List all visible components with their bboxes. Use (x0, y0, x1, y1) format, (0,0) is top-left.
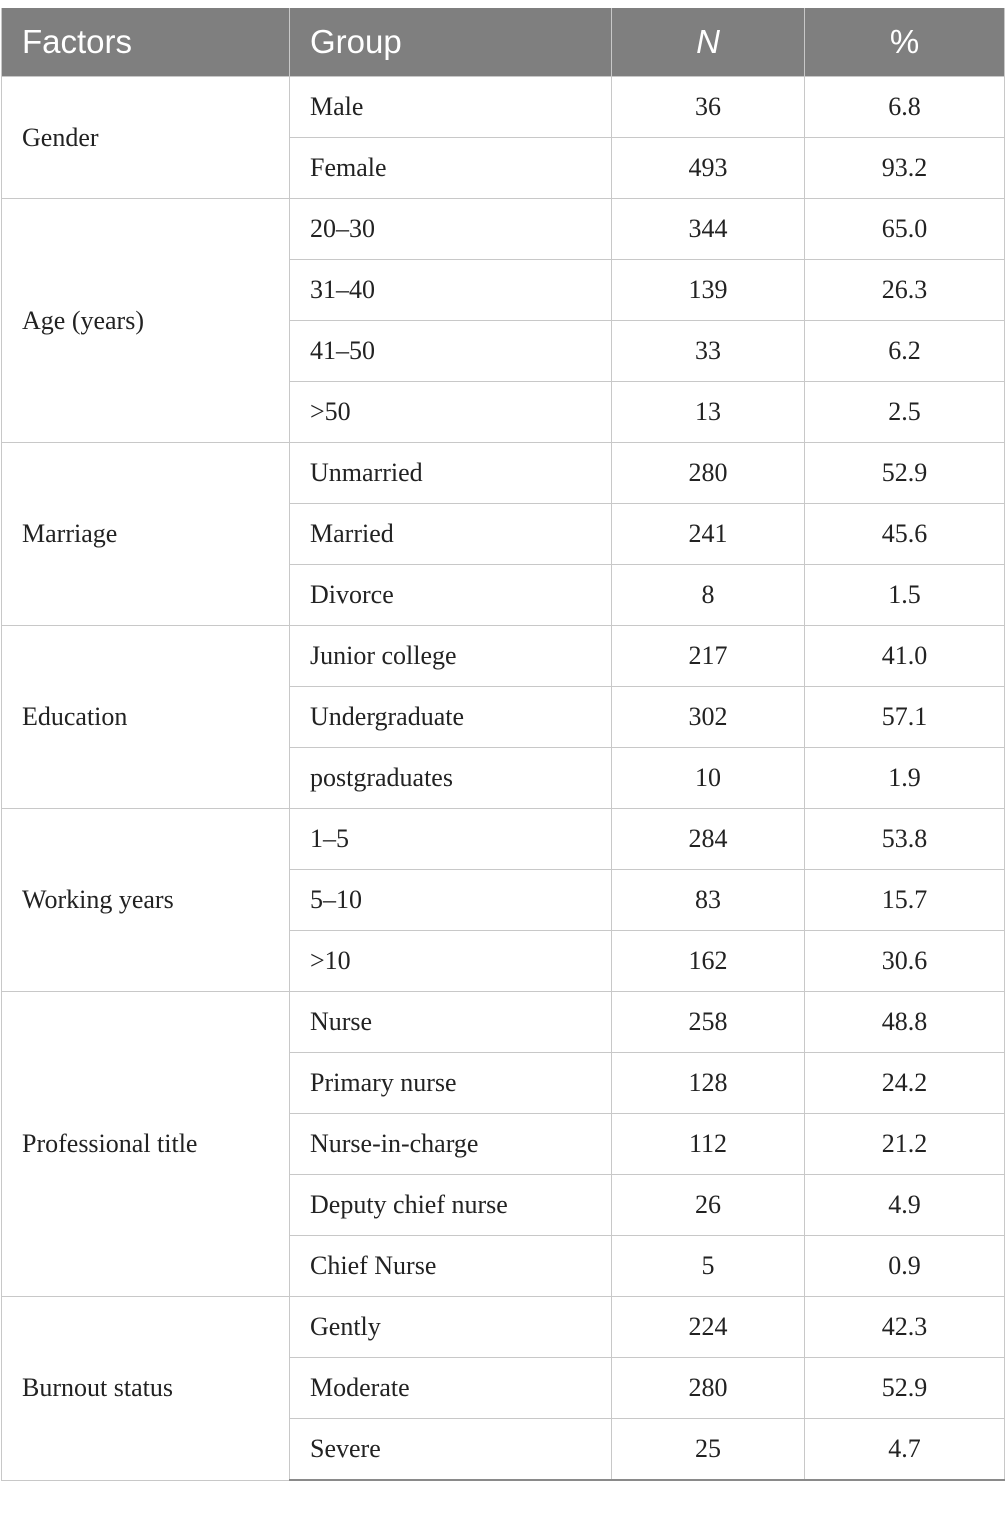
group-cell: >10 (290, 931, 612, 992)
percent-cell: 52.9 (805, 443, 1005, 504)
percent-cell: 6.2 (805, 321, 1005, 382)
factor-cell: Professional title (2, 992, 290, 1297)
percent-cell: 4.7 (805, 1419, 1005, 1481)
percent-cell: 42.3 (805, 1297, 1005, 1358)
percent-cell: 4.9 (805, 1175, 1005, 1236)
group-cell: >50 (290, 382, 612, 443)
factor-cell: Marriage (2, 443, 290, 626)
group-cell: Married (290, 504, 612, 565)
group-cell: Junior college (290, 626, 612, 687)
group-cell: Chief Nurse (290, 1236, 612, 1297)
percent-cell: 48.8 (805, 992, 1005, 1053)
table-row (2, 992, 1005, 1053)
n-cell: 493 (612, 138, 805, 199)
group-cell: Primary nurse (290, 1053, 612, 1114)
n-cell: 8 (612, 565, 805, 626)
header-factors: Factors (2, 8, 290, 77)
group-cell: Female (290, 138, 612, 199)
percent-cell: 41.0 (805, 626, 1005, 687)
n-cell: 139 (612, 260, 805, 321)
n-cell: 13 (612, 382, 805, 443)
table-header (2, 8, 1005, 77)
group-cell: postgraduates (290, 748, 612, 809)
percent-cell: 52.9 (805, 1358, 1005, 1419)
group-cell: Divorce (290, 565, 612, 626)
n-cell: 344 (612, 199, 805, 260)
n-cell: 302 (612, 687, 805, 748)
group-cell: Male (290, 77, 612, 138)
factor-cell: Gender (2, 77, 290, 199)
percent-cell: 65.0 (805, 199, 1005, 260)
table-row (2, 809, 1005, 870)
group-cell: Nurse (290, 992, 612, 1053)
n-cell: 284 (612, 809, 805, 870)
group-cell: Unmarried (290, 443, 612, 504)
percent-cell: 57.1 (805, 687, 1005, 748)
n-cell: 26 (612, 1175, 805, 1236)
table-row (2, 1297, 1005, 1358)
percent-cell: 45.6 (805, 504, 1005, 565)
header-group: Group (290, 8, 612, 77)
percent-cell: 93.2 (805, 138, 1005, 199)
factor-cell: Education (2, 626, 290, 809)
group-cell: Undergraduate (290, 687, 612, 748)
percent-cell: 6.8 (805, 77, 1005, 138)
n-cell: 83 (612, 870, 805, 931)
percent-cell: 1.9 (805, 748, 1005, 809)
n-cell: 241 (612, 504, 805, 565)
n-cell: 224 (612, 1297, 805, 1358)
n-cell: 128 (612, 1053, 805, 1114)
n-cell: 25 (612, 1419, 805, 1481)
group-cell: 41–50 (290, 321, 612, 382)
percent-cell: 1.5 (805, 565, 1005, 626)
n-cell: 280 (612, 1358, 805, 1419)
percent-cell: 26.3 (805, 260, 1005, 321)
group-cell: Moderate (290, 1358, 612, 1419)
group-cell: Deputy chief nurse (290, 1175, 612, 1236)
header-percent: % (805, 8, 1005, 77)
demographics-table (1, 8, 1005, 1481)
table-row (2, 77, 1005, 138)
table-body (2, 77, 1005, 1481)
group-cell: 1–5 (290, 809, 612, 870)
group-cell: 31–40 (290, 260, 612, 321)
percent-cell: 24.2 (805, 1053, 1005, 1114)
n-cell: 33 (612, 321, 805, 382)
group-cell: Nurse-in-charge (290, 1114, 612, 1175)
factor-cell: Working years (2, 809, 290, 992)
group-cell: 5–10 (290, 870, 612, 931)
percent-cell: 15.7 (805, 870, 1005, 931)
percent-cell: 2.5 (805, 382, 1005, 443)
n-cell: 112 (612, 1114, 805, 1175)
percent-cell: 21.2 (805, 1114, 1005, 1175)
n-cell: 280 (612, 443, 805, 504)
header-row (2, 8, 1005, 77)
factor-cell: Age (years) (2, 199, 290, 443)
percent-cell: 30.6 (805, 931, 1005, 992)
n-cell: 258 (612, 992, 805, 1053)
table-row (2, 626, 1005, 687)
table-row (2, 199, 1005, 260)
header-n: N (612, 8, 805, 77)
group-cell: 20–30 (290, 199, 612, 260)
table-row (2, 443, 1005, 504)
n-cell: 5 (612, 1236, 805, 1297)
group-cell: Gently (290, 1297, 612, 1358)
factor-cell: Burnout status (2, 1297, 290, 1481)
percent-cell: 0.9 (805, 1236, 1005, 1297)
n-cell: 162 (612, 931, 805, 992)
group-cell: Severe (290, 1419, 612, 1481)
n-cell: 36 (612, 77, 805, 138)
percent-cell: 53.8 (805, 809, 1005, 870)
n-cell: 217 (612, 626, 805, 687)
n-cell: 10 (612, 748, 805, 809)
